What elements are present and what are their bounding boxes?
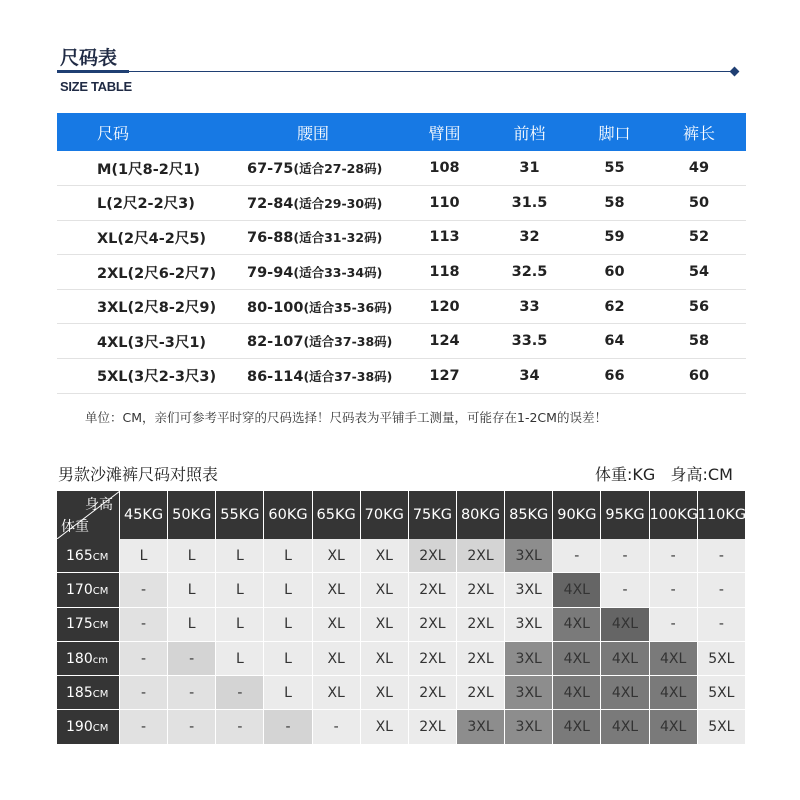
reference-title: 男款沙滩裤尺码对照表: [58, 465, 219, 484]
waist-cell: [247, 186, 407, 221]
height-value: 170: [66, 581, 93, 598]
size-label: L(2尺2-2尺3): [57, 186, 247, 221]
header-length: 裤长: [652, 113, 746, 151]
size-cell: -: [601, 539, 649, 573]
size-cell: XL: [361, 642, 409, 676]
height-value: 180: [66, 650, 93, 667]
waist-fit-note: (适合35-36码): [303, 299, 393, 315]
size-cell: 4XL: [601, 710, 649, 744]
size-cell: -: [698, 573, 746, 607]
size-cell: 3XL: [505, 539, 553, 573]
size-cell: -: [120, 573, 168, 607]
size-cell: 4XL: [650, 710, 698, 744]
corner-weight-label: 体重: [61, 519, 89, 535]
page-subtitle: SIZE TABLE: [60, 79, 132, 94]
size-cell: 4XL: [650, 676, 698, 710]
size-cell: 5XL: [698, 710, 746, 744]
weight-header: 60KG: [264, 491, 312, 539]
size-cell: -: [264, 710, 312, 744]
size-cell: -: [120, 676, 168, 710]
size-cell: XL: [313, 642, 361, 676]
size-cell: XL: [361, 676, 409, 710]
size-cell: -: [313, 710, 361, 744]
weight-header: 95KG: [601, 491, 649, 539]
size-row: [57, 220, 746, 255]
weight-header: 65KG: [313, 491, 361, 539]
grid-corner: [57, 491, 120, 539]
size-cell: L: [264, 573, 312, 607]
rise-value: 32: [482, 220, 577, 255]
size-cell: 2XL: [409, 608, 457, 642]
header-rise: 前档: [482, 113, 577, 151]
height-label: [57, 676, 120, 710]
height-unit: CM: [92, 585, 109, 597]
size-cell: 4XL: [601, 676, 649, 710]
waist-cell: [247, 359, 407, 394]
size-cell: 2XL: [457, 642, 505, 676]
waist-value: 86-114: [247, 368, 304, 385]
size-cell: -: [168, 642, 216, 676]
size-cell: 3XL: [505, 573, 553, 607]
leg-opening-value: 58: [577, 186, 652, 221]
size-cell: 4XL: [553, 710, 601, 744]
height-value: 165: [66, 547, 93, 564]
size-cell: 3XL: [505, 710, 553, 744]
waist-cell: [247, 220, 407, 255]
size-cell: L: [216, 608, 264, 642]
length-value: 58: [652, 324, 746, 359]
waist-fit-note: (适合27-28码): [293, 161, 383, 177]
size-cell: L: [168, 573, 216, 607]
size-row: [57, 359, 746, 394]
size-cell: XL: [361, 710, 409, 744]
leg-opening-value: 64: [577, 324, 652, 359]
weight-header: 55KG: [216, 491, 264, 539]
length-value: 60: [652, 359, 746, 394]
size-cell: L: [264, 608, 312, 642]
size-cell: L: [216, 539, 264, 573]
height-unit: CM: [92, 620, 109, 632]
hip-value: 127: [407, 359, 482, 394]
size-cell: 4XL: [601, 642, 649, 676]
weight-header: 50KG: [168, 491, 216, 539]
height-unit: CM: [92, 723, 109, 735]
rise-value: 33.5: [482, 324, 577, 359]
size-cell: L: [264, 642, 312, 676]
size-cell: -: [120, 608, 168, 642]
size-cell: 5XL: [698, 642, 746, 676]
title-divider: [57, 71, 735, 72]
size-cell: 2XL: [409, 573, 457, 607]
size-cell: -: [650, 573, 698, 607]
weight-header: 100KG: [650, 491, 698, 539]
waist-fit-note: (适合29-30码): [293, 195, 383, 211]
measurement-note: 单位：CM，亲们可参考平时穿的尺码选择！尺码表为平铺手工测量，可能存在1-2CM的误差！: [85, 410, 607, 425]
size-cell: 2XL: [457, 539, 505, 573]
waist-value: 79-94: [247, 265, 294, 282]
size-cell: 2XL: [409, 539, 457, 573]
waist-value: 72-84: [247, 195, 294, 212]
hip-value: 120: [407, 289, 482, 324]
rise-value: 31.5: [482, 186, 577, 221]
size-cell: 2XL: [457, 573, 505, 607]
height-row: [57, 608, 746, 642]
waist-fit-note: (适合33-34码): [293, 265, 383, 281]
leg-opening-value: 59: [577, 220, 652, 255]
size-label: 4XL(3尺-3尺1): [57, 324, 247, 359]
size-cell: -: [216, 710, 264, 744]
size-cell: -: [120, 642, 168, 676]
height-value: 190: [66, 719, 93, 736]
size-row: [57, 151, 746, 186]
weight-header: 80KG: [457, 491, 505, 539]
header-size: 尺码: [57, 113, 247, 151]
size-cell: 2XL: [457, 676, 505, 710]
size-cell: L: [120, 539, 168, 573]
size-cell: -: [120, 710, 168, 744]
leg-opening-value: 55: [577, 151, 652, 186]
height-row: [57, 642, 746, 676]
rise-value: 33: [482, 289, 577, 324]
size-cell: XL: [361, 608, 409, 642]
size-cell: XL: [313, 676, 361, 710]
size-cell: L: [216, 573, 264, 607]
length-value: 50: [652, 186, 746, 221]
length-value: 54: [652, 255, 746, 290]
height-label: [57, 573, 120, 607]
leg-opening-value: 62: [577, 289, 652, 324]
size-cell: 5XL: [698, 676, 746, 710]
size-label: 3XL(2尺8-2尺9): [57, 289, 247, 324]
hip-value: 113: [407, 220, 482, 255]
reference-units: 体重:KG 身高:CM: [595, 465, 733, 484]
size-cell: L: [216, 642, 264, 676]
waist-cell: [247, 289, 407, 324]
size-cell: 2XL: [409, 710, 457, 744]
size-cell: L: [168, 608, 216, 642]
hip-value: 110: [407, 186, 482, 221]
size-cell: -: [168, 710, 216, 744]
size-label: XL(2尺4-2尺5): [57, 220, 247, 255]
size-cell: XL: [313, 539, 361, 573]
corner-height-label: 身高: [85, 497, 113, 513]
weight-header: 90KG: [553, 491, 601, 539]
size-cell: 3XL: [457, 710, 505, 744]
size-cell: L: [264, 539, 312, 573]
diamond-icon: [730, 67, 740, 77]
size-reference-grid: [57, 491, 746, 745]
header-hip: 臂围: [407, 113, 482, 151]
size-table-header: [57, 113, 746, 151]
waist-value: 67-75: [247, 161, 294, 178]
size-cell: 4XL: [553, 608, 601, 642]
waist-cell: [247, 151, 407, 186]
size-label: M(1尺8-2尺1): [57, 151, 247, 186]
size-label: 5XL(3尺2-3尺3): [57, 359, 247, 394]
hip-value: 118: [407, 255, 482, 290]
size-cell: 4XL: [553, 642, 601, 676]
height-label: [57, 710, 120, 744]
leg-opening-value: 66: [577, 359, 652, 394]
length-value: 56: [652, 289, 746, 324]
size-cell: 3XL: [505, 608, 553, 642]
height-value: 175: [66, 616, 93, 633]
weight-header: 75KG: [409, 491, 457, 539]
size-cell: -: [553, 539, 601, 573]
size-cell: -: [216, 676, 264, 710]
size-row: [57, 186, 746, 221]
waist-value: 80-100: [247, 299, 304, 316]
height-row: [57, 710, 746, 744]
height-row: [57, 539, 746, 573]
size-cell: L: [264, 676, 312, 710]
size-cell: 4XL: [553, 573, 601, 607]
header-waist: 腰围: [247, 113, 407, 151]
waist-value: 82-107: [247, 334, 304, 351]
waist-fit-note: (适合37-38码): [303, 368, 393, 384]
size-cell: -: [698, 608, 746, 642]
rise-value: 34: [482, 359, 577, 394]
weight-header: 70KG: [361, 491, 409, 539]
height-label: [57, 608, 120, 642]
weight-header: 45KG: [120, 491, 168, 539]
size-cell: -: [650, 539, 698, 573]
waist-value: 76-88: [247, 230, 294, 247]
rise-value: 32.5: [482, 255, 577, 290]
height-label: [57, 539, 120, 573]
size-cell: 2XL: [409, 676, 457, 710]
hip-value: 108: [407, 151, 482, 186]
size-cell: 4XL: [650, 642, 698, 676]
size-cell: 2XL: [457, 608, 505, 642]
weight-header: 85KG: [505, 491, 553, 539]
page-title: 尺码表: [60, 47, 118, 69]
height-value: 185: [66, 684, 93, 701]
waist-fit-note: (适合31-32码): [293, 230, 383, 246]
size-table: [57, 113, 746, 394]
size-cell: -: [698, 539, 746, 573]
size-cell: -: [650, 608, 698, 642]
size-cell: 3XL: [505, 676, 553, 710]
rise-value: 31: [482, 151, 577, 186]
height-unit: cm: [92, 654, 108, 666]
waist-cell: [247, 255, 407, 290]
size-cell: 4XL: [601, 608, 649, 642]
size-cell: XL: [313, 573, 361, 607]
size-cell: -: [601, 573, 649, 607]
size-cell: 3XL: [505, 642, 553, 676]
size-cell: XL: [313, 608, 361, 642]
title-divider-accent: [57, 70, 129, 73]
height-row: [57, 573, 746, 607]
size-row: [57, 324, 746, 359]
height-unit: CM: [92, 551, 109, 563]
length-value: 49: [652, 151, 746, 186]
weight-header: 110KG: [698, 491, 746, 539]
size-cell: L: [168, 539, 216, 573]
hip-value: 124: [407, 324, 482, 359]
waist-cell: [247, 324, 407, 359]
size-cell: -: [168, 676, 216, 710]
height-unit: CM: [92, 688, 109, 700]
header-leg: 脚口: [577, 113, 652, 151]
size-cell: 2XL: [409, 642, 457, 676]
size-row: [57, 255, 746, 290]
length-value: 52: [652, 220, 746, 255]
grid-header-row: [57, 491, 746, 539]
waist-fit-note: (适合37-38码): [303, 334, 393, 350]
size-cell: 4XL: [553, 676, 601, 710]
height-row: [57, 676, 746, 710]
size-cell: XL: [361, 573, 409, 607]
size-cell: XL: [361, 539, 409, 573]
size-label: 2XL(2尺6-2尺7): [57, 255, 247, 290]
size-row: [57, 289, 746, 324]
leg-opening-value: 60: [577, 255, 652, 290]
height-label: [57, 642, 120, 676]
